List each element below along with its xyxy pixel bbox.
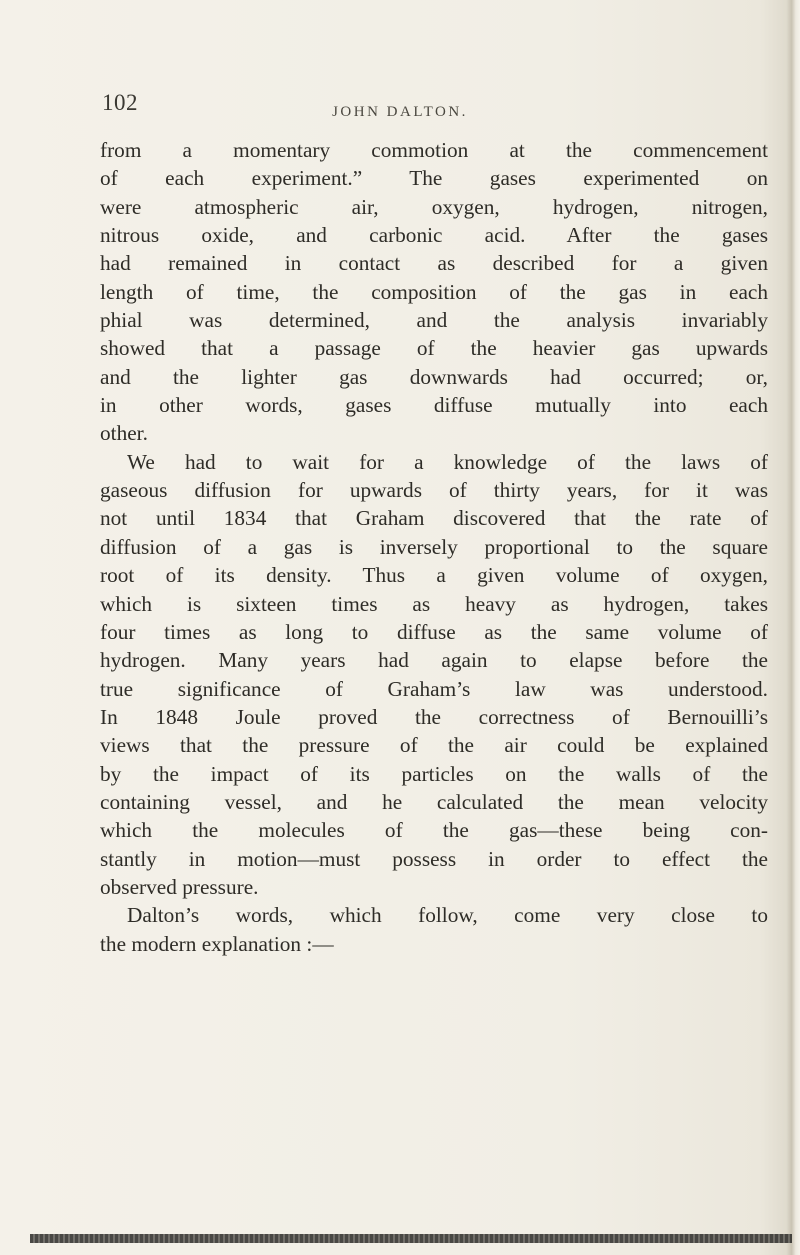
text-line: not until 1834 that Graham discovered that the rate of bbox=[100, 506, 768, 531]
paragraph-3 bbox=[100, 901, 768, 958]
text-line: had remained in contact as described for a given bbox=[100, 251, 768, 276]
text-line: of each experiment.” The gases experimented on bbox=[100, 166, 768, 191]
text-line: hydrogen. Many years had again to elapse before the bbox=[100, 648, 768, 673]
text-line: length of time, the composition of the gas in each bbox=[100, 279, 768, 304]
text-line: showed that a passage of the heavier gas upwards bbox=[100, 336, 768, 361]
text-line: were atmospheric air, oxygen, hydrogen, nitrogen, bbox=[100, 194, 768, 219]
text-line: which the molecules of the gas—these being con- bbox=[100, 818, 768, 843]
body-text bbox=[100, 136, 768, 958]
text-line: observed pressure. bbox=[100, 874, 259, 899]
text-line: diffusion of a gas is inversely proportional to the square bbox=[100, 534, 768, 559]
paragraph-1 bbox=[100, 136, 768, 448]
text-line: In 1848 Joule proved the correctness of Bernouilli’s bbox=[100, 704, 768, 729]
text-line: in other words, gases diffuse mutually into each bbox=[100, 393, 768, 418]
text-line: Dalton’s words, which follow, come very close to bbox=[127, 903, 768, 928]
text-line: We had to wait for a knowledge of the laws of bbox=[127, 449, 768, 474]
text-line: other. bbox=[100, 421, 148, 446]
running-head: JOHN DALTON. bbox=[332, 104, 468, 120]
text-line: views that the pressure of the air could be explained bbox=[100, 733, 768, 758]
text-line: stantly in motion—must possess in order to effect the bbox=[100, 846, 768, 871]
text-line: nitrous oxide, and carbonic acid. After the gases bbox=[100, 223, 768, 248]
text-line: root of its density. Thus a given volume of oxygen, bbox=[100, 563, 768, 588]
text-line: phial was determined, and the analysis invariably bbox=[100, 308, 768, 333]
text-line: which is sixteen times as heavy as hydrogen, takes bbox=[100, 591, 768, 616]
bottom-border-rule bbox=[30, 1234, 792, 1243]
page-edge bbox=[786, 0, 800, 1255]
text-line: by the impact of its particles on the walls of the bbox=[100, 761, 768, 786]
text-line: four times as long to diffuse as the same volume of bbox=[100, 619, 768, 644]
text-line: true significance of Graham’s law was understood. bbox=[100, 676, 768, 701]
text-line: from a momentary commotion at the commencement bbox=[100, 138, 768, 162]
text-line: and the lighter gas downwards had occurred; or, bbox=[100, 364, 768, 389]
text-line: gaseous diffusion for upwards of thirty years, for it was bbox=[100, 478, 768, 503]
text-line: the modern explanation :— bbox=[100, 931, 334, 956]
text-line: containing vessel, and he calculated the mean velocity bbox=[100, 789, 768, 814]
page-number: 102 bbox=[102, 90, 138, 115]
paragraph-2 bbox=[100, 448, 768, 902]
